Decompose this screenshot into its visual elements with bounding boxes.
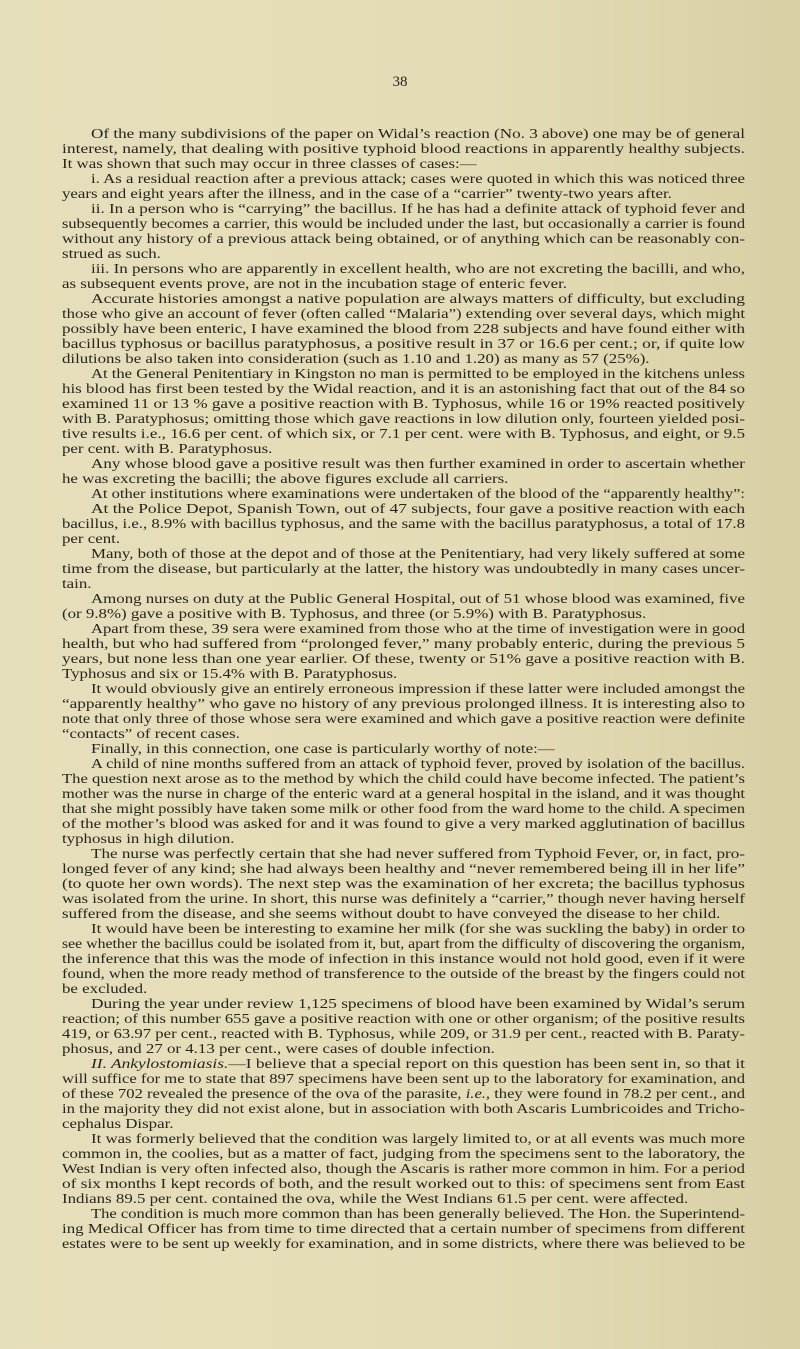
line-text: At the Police Depot, Spanish Town, out of 47 subjects, four gave a positive reaction with each (91, 501, 745, 516)
line-text: Accurate histories amongst a native population are always matters of difficulty, but excluding (91, 291, 745, 306)
line-text: reaction; of this number 655 gave a positive reaction with one or other organism; of the positive results (62, 1011, 746, 1026)
text-line (62, 261, 745, 276)
line-text: The nurse was perfectly certain that she had never suffered from Typhoid Fever, or, in fact, pro- (91, 846, 745, 861)
paragraph (62, 171, 745, 201)
text-line (62, 651, 745, 666)
text-line (62, 156, 745, 171)
text-line (62, 276, 745, 291)
text-segment: of these 702 revealed the presence of the ova of the parasite, (62, 1086, 466, 1101)
line-text: time from the disease, but particularly at the latter, the history was undoubtedly in many cases uncer- (62, 561, 745, 576)
paragraph (62, 846, 745, 921)
text-line (62, 1056, 745, 1071)
line-text: his blood has first been tested by the Widal reaction, and it is an astonishing fact that out of the 84 so (62, 381, 745, 396)
text-line (62, 396, 745, 411)
text-line (62, 1086, 745, 1101)
line-text: note that only three of those whose sera were examined and which gave a positive reaction were definite (62, 711, 745, 726)
paragraph (62, 501, 745, 546)
line-text: longed fever of any kind; she had always been healthy and “never remembered being ill in her life” (62, 861, 745, 876)
text-segment: they were found in 78.2 per cent., and (490, 1086, 745, 1101)
text-line (62, 756, 745, 771)
text-line (62, 891, 745, 906)
line-text: mother was the nurse in charge of the enteric ward at a general hospital in the island, and it was thought (62, 786, 745, 801)
line-text: dilutions be also taken into consideration (such as 1.10 and 1.20) as many as 57 (25%). (62, 351, 650, 366)
line-text: in the majority they did not exist alone, but in association with both Ascaris Lumbricoides and Tricho- (62, 1101, 745, 1116)
text-line (62, 501, 745, 516)
page-number: 38 (392, 74, 408, 90)
line-text: that she might possibly have taken some milk or other food from the ward home to the child. A specimen (62, 801, 745, 816)
italic-text: i.e., (465, 1086, 491, 1101)
line-text: A child of nine months suffered from an attack of typhoid fever, proved by isolation of the bacillus. (91, 756, 745, 771)
line-text: “contacts” of recent cases. (62, 726, 240, 741)
text-line (62, 636, 745, 651)
line-text: iii. In persons who are apparently in excellent health, who are not excreting the bacilli, and who, (91, 261, 745, 276)
line-text: health, but who had suffered from “prolonged fever,” many probably enteric, during the previous 5 (62, 636, 745, 651)
paragraph (62, 201, 745, 261)
line-text: the inference that this was the mode of infection in this instance would not hold good, even if it were (62, 951, 745, 966)
text-line (62, 1011, 745, 1026)
paragraph (62, 921, 745, 996)
text-line (62, 846, 745, 861)
text-line (62, 606, 745, 621)
line-text: Finally, in this connection, one case is particularly worthy of note:— (91, 741, 555, 756)
line-text: The question next arose as to the method by which the child could have become infected. The patient’s (62, 771, 745, 786)
line-text: It would obviously give an entirely erroneous impression if these latter were included amongst the (91, 681, 745, 696)
text-line (62, 426, 745, 441)
paragraph (62, 261, 745, 291)
line-text: “apparently healthy” who gave no history of any previous prolonged illness. It is interesting also to (62, 696, 745, 711)
text-line (62, 201, 745, 216)
line-text: found, when the more ready method of transference to the outside of the breast by the fingers could not (62, 966, 745, 981)
line-text: Apart from these, 39 sera were examined from those who at the time of investigation were in good (91, 621, 745, 636)
paragraph (62, 456, 745, 486)
text-line (62, 741, 745, 756)
line-text: was isolated from the urine. In short, this nurse was definitely a “carrier,” though never having herself (62, 891, 745, 906)
text-line (62, 726, 745, 741)
text-line (62, 516, 745, 531)
text-line (62, 126, 745, 141)
text-line (62, 951, 745, 966)
line-text: ing Medical Officer has from time to time directed that a certain number of specimens from different (62, 1221, 745, 1236)
text-line (62, 486, 745, 501)
line-text: common in, the coolies, but as a matter of fact, judging from the specimens sent to the laboratory, the (62, 1146, 745, 1161)
text-line (62, 831, 745, 846)
text-line (62, 171, 745, 186)
paragraph (62, 1056, 745, 1131)
text-line (62, 771, 745, 786)
line-text: subsequently becomes a carrier, this would be included under the last, but occasionally a carrier is found (62, 216, 745, 231)
text-line (62, 351, 745, 366)
text-line (62, 711, 745, 726)
line-text: possibly have been enteric, I have examined the blood from 228 subjects and have found either with (62, 321, 745, 336)
text-line (62, 321, 745, 336)
text-line (62, 456, 745, 471)
text-line (62, 546, 745, 561)
line-text: Typhosus and six or 15.4% with B. Paratyphosus. (62, 666, 398, 681)
line-text: bacillus, i.e., 8.9% with bacillus typhosus, and the same with the bacillus paratyphosus, a total of 17.8 (62, 516, 745, 531)
text-line (62, 906, 745, 921)
text-line (62, 996, 745, 1011)
line-text: Of the many subdivisions of the paper on Widal’s reaction (No. 3 above) one may be of general (91, 126, 745, 141)
paragraph (62, 126, 745, 171)
text-line (62, 936, 745, 951)
line-text: interest, namely, that dealing with positive typhoid blood reactions in apparently healthy subjects. (62, 141, 745, 156)
line-text: During the year under review 1,125 specimens of blood have been examined by Widal’s serum (91, 996, 745, 1011)
text-line (62, 681, 745, 696)
paragraph (62, 546, 745, 591)
text-line (62, 186, 745, 201)
line-text: as subsequent events prove, are not in the incubation stage of enteric fever. (62, 276, 568, 291)
text-line (62, 966, 745, 981)
text-line (62, 531, 745, 546)
text-line (62, 336, 745, 351)
line-text: It was shown that such may occur in three classes of cases:— (62, 156, 477, 171)
text-line (62, 801, 745, 816)
text-line (62, 561, 745, 576)
line-text: tain. (62, 576, 92, 591)
text-line (62, 381, 745, 396)
text-line (62, 786, 745, 801)
line-text: strued as such. (62, 246, 161, 261)
line-text: At other institutions where examinations were undertaken of the blood of the “apparently healthy”: (91, 486, 745, 501)
text-line (62, 1116, 745, 1131)
text-line (62, 216, 745, 231)
text-line (62, 666, 745, 681)
line-text: Any whose blood gave a positive result was then further examined in order to ascertain whether (91, 456, 745, 471)
line-text: (or 9.8%) gave a positive with B. Typhosus, and three (or 5.9%) with B. Paratyphosus. (62, 606, 647, 621)
line-text: years and eight years after the illness, and in the case of a “carrier” twenty-two years after. (62, 186, 672, 201)
line-text: with B. Paratyphosus; omitting those which gave reactions in low dilution only, fourteen yielded posi- (62, 411, 745, 426)
text-line (62, 1026, 745, 1041)
text-line (62, 366, 745, 381)
text-segment: —I believe that a special report on this question has been sent in, so that it (228, 1056, 746, 1071)
paragraph (62, 486, 745, 501)
paragraph (62, 1131, 745, 1206)
text-line (62, 591, 745, 606)
paragraph (62, 621, 745, 681)
line-text: West Indian is very often infected also, though the Ascaris is rather more common in him. For a period (62, 1161, 745, 1176)
text-line (62, 1041, 745, 1056)
text-line (62, 1101, 745, 1116)
line-text: will suffice for me to state that 897 specimens have been sent up to the laboratory for examination, and (62, 1071, 745, 1086)
line-text: per cent. with B. Paratyphosus. (62, 441, 273, 456)
text-line (62, 621, 745, 636)
line-text: he was excreting the bacilli; the above figures exclude all carriers. (62, 471, 509, 486)
line-text: of the mother’s blood was asked for and it was found to give a very marked agglutination of bacillus (62, 816, 745, 831)
line-text: It would have been be interesting to examine her milk (for she was suckling the baby) in order to (91, 921, 745, 936)
line-text: per cent. (62, 531, 121, 546)
line-text (91, 1056, 745, 1071)
text-line (62, 861, 745, 876)
text-line (62, 246, 745, 261)
line-text: suffered from the disease, and she seems without doubt to have conveyed the disease to her child. (62, 906, 721, 921)
text-line (62, 1071, 745, 1086)
text-line (62, 306, 745, 321)
text-line (62, 816, 745, 831)
line-text: Indians 89.5 per cent. contained the ova, while the West Indians 61.5 per cent. were affected. (62, 1191, 689, 1206)
line-text: i. As a residual reaction after a previous attack; cases were quoted in which this was noticed three (91, 171, 746, 186)
line-text: of six months I kept records of both, and the result worked out to this: of specimens sent from East (62, 1176, 745, 1191)
text-line (62, 1161, 745, 1176)
paragraph (62, 681, 745, 741)
text-line (62, 1221, 745, 1236)
text-line (62, 1206, 745, 1221)
line-text (62, 1086, 745, 1101)
text-line (62, 141, 745, 156)
text-line (62, 921, 745, 936)
line-text: without any history of a previous attack being obtained, or of anything which can be reasonably con- (62, 231, 745, 246)
text-line (62, 1191, 745, 1206)
text-line (62, 1146, 745, 1161)
text-line (62, 471, 745, 486)
line-text: (to quote her own words). The next step was the examination of her excreta; the bacillus typhosus (62, 876, 745, 891)
line-text: phosus, and 27 or 4.13 per cent., were cases of double infection. (62, 1041, 495, 1056)
text-line (62, 1131, 745, 1146)
line-text: tive results i.e., 16.6 per cent. of which six, or 7.1 per cent. were with B. Typhosus, and eight, or 9.5 (62, 426, 745, 441)
text-line (62, 696, 745, 711)
line-text: Among nurses on duty at the Public General Hospital, out of 51 whose blood was examined, five (91, 591, 745, 606)
text-line (62, 876, 745, 891)
line-text: years, but none less than one year earlier. Of these, twenty or 51% gave a positive reaction with B. (62, 651, 745, 666)
text-line (62, 576, 745, 591)
line-text: The condition is much more common than has been generally believed. The Hon. the Superintend- (91, 1206, 745, 1221)
line-text: those who give an account of fever (often called “Malaria”) extending over several days, which might (62, 306, 745, 321)
line-text: 419, or 63.97 per cent., reacted with B. Typhosus, while 209, or 31.9 per cent., reacted with B. Paraty- (62, 1026, 745, 1041)
text-line (62, 981, 745, 996)
line-text: see whether the bacillus could be isolated from it, but, apart from the difficulty of discovering the organism, (62, 936, 745, 951)
italic-text: II. Ankylostomiasis. (91, 1056, 229, 1071)
paragraph (62, 366, 745, 456)
line-text: cephalus Dispar. (62, 1116, 174, 1131)
paragraph (62, 996, 745, 1056)
line-text: At the General Penitentiary in Kingston no man is permitted to be employed in the kitchens unless (91, 366, 745, 381)
text-line (62, 411, 745, 426)
text-line (62, 231, 745, 246)
line-text: typhosus in high dilution. (62, 831, 235, 846)
text-line (62, 1236, 745, 1251)
line-text: bacillus typhosus or bacillus paratyphosus, a positive result in 37 or 16.6 per cent.; or, if quite low (62, 336, 745, 351)
paragraph (62, 291, 745, 366)
paragraph (62, 741, 745, 756)
text-line (62, 441, 745, 456)
text-line (62, 1176, 745, 1191)
line-text: estates were to be sent up weekly for examination, and in some districts, where there was believed to be (62, 1236, 745, 1251)
line-text: ii. In a person who is “carrying” the bacillus. If he has had a definite attack of typhoid fever and (91, 201, 745, 216)
line-text: be excluded. (62, 981, 148, 996)
line-text: It was formerly believed that the condition was largely limited to, or at all events was much more (91, 1131, 745, 1146)
line-text: examined 11 or 13 % gave a positive reaction with B. Typhosus, while 16 or 19% reacted positively (62, 396, 745, 411)
paragraph (62, 1206, 745, 1251)
paragraph (62, 591, 745, 621)
paragraph (62, 756, 745, 846)
body-text (62, 126, 745, 1251)
text-line (62, 291, 745, 306)
line-text: Many, both of those at the depot and of those at the Penitentiary, had very likely suffered at some (91, 546, 745, 561)
